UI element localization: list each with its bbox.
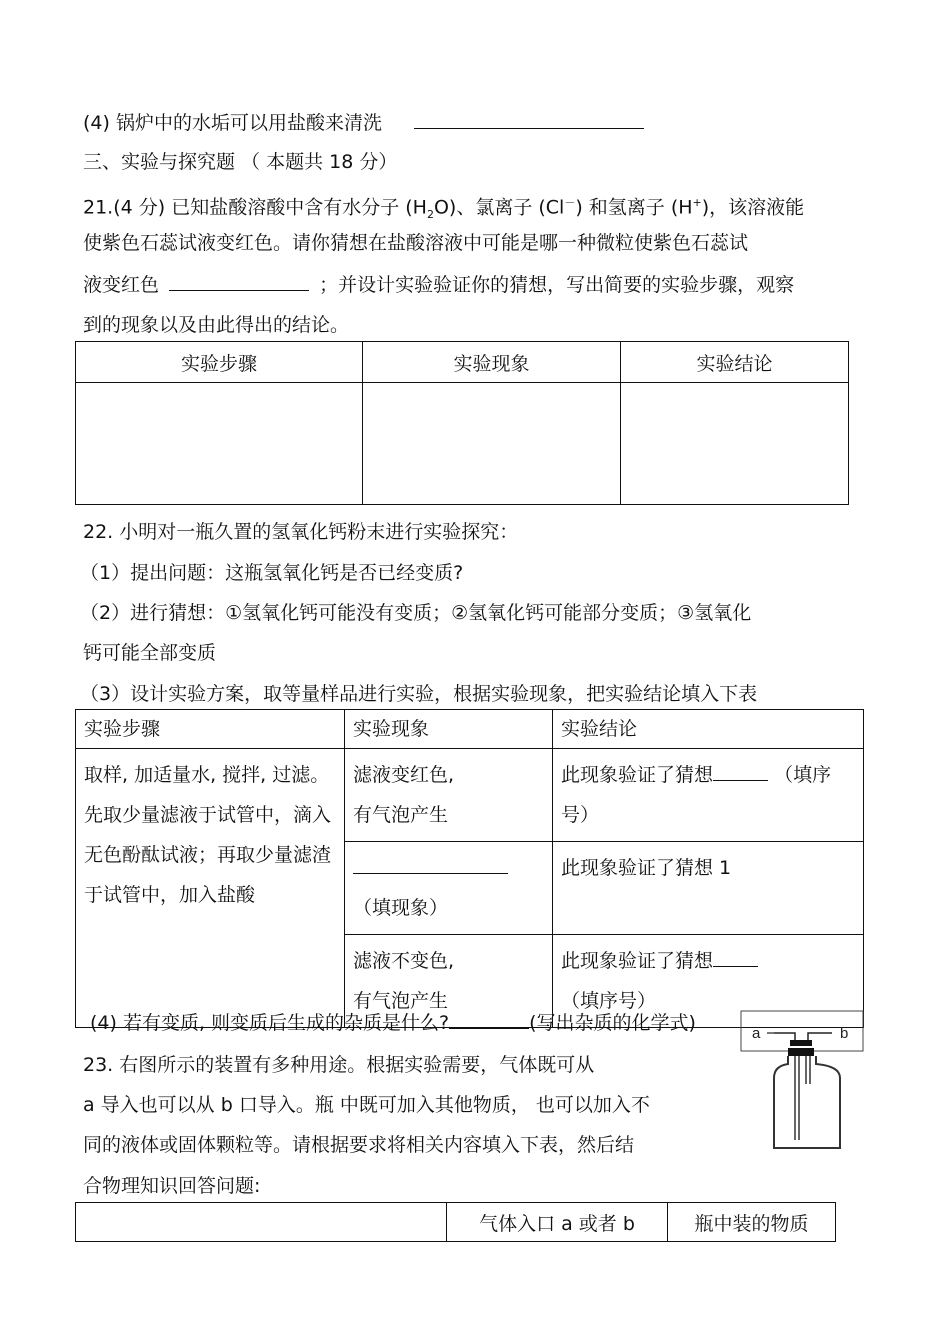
section3-title: 三、实验与探究题 （ 本题共 18 分） [83, 151, 398, 173]
q22-p2a: （2）进行猜想：①氢氧化钙可能没有变质；②氢氧化钙可能部分变质；③氢氧化 [80, 602, 752, 624]
q23-l4: 合物理知识回答问题: [83, 1175, 261, 1197]
q22-p4 [90, 1010, 696, 1035]
q22-row1-phenomenon [345, 749, 553, 842]
q21-sub-2: 2 [426, 208, 434, 222]
q21-conclusion-cell[interactable] [621, 383, 849, 505]
q22-row1-concl-a: 此现象验证了猜想 [561, 764, 714, 786]
q21-text-c: ) 和氢离子 (H [575, 196, 693, 219]
q21-line3-b: ；并设计实验验证你的猜想，写出简要的实验步骤，观察 [319, 274, 795, 296]
q22-header-conclusion: 实验结论 [553, 710, 864, 749]
q23-table [75, 1202, 836, 1242]
q22-step-line: 于试管中，加入盐酸 [84, 884, 256, 906]
q22-row1-phen2: 有气泡产生 [353, 804, 449, 826]
q21-text-b: O)、氯离子 (Cl [433, 196, 565, 219]
q21-step-cell[interactable] [76, 383, 363, 505]
q21-header-conclusion: 实验结论 [621, 342, 849, 383]
q22-row2-concl-a: 此现象验证了猜想 1 [561, 857, 732, 879]
q22-row3-phen1: 滤液不变色, [353, 950, 455, 972]
q21-guess-blank[interactable] [169, 272, 309, 291]
q21-table [75, 341, 849, 505]
gas-bottle-apparatus [740, 1010, 864, 1152]
q21-line3 [83, 272, 794, 297]
q21-sup-plus: + [692, 196, 702, 209]
q21-phenomenon-cell[interactable] [363, 383, 621, 505]
q22-intro: 22. 小明对一瓶久置的氢氧化钙粉末进行实验探究： [83, 521, 519, 543]
q22-table [75, 709, 864, 1028]
q22-row1-phen1: 滤液变红色, [353, 764, 455, 786]
q22-row1-blank[interactable] [713, 762, 768, 781]
q22-header-phenomenon: 实验现象 [345, 710, 553, 749]
q23-l1: 23. 右图所示的装置有多种用途。根据实验需要，气体既可从 [83, 1054, 595, 1076]
q21-line3-a: 液变红色 [83, 274, 160, 296]
q21-line1 [83, 191, 804, 227]
q20-4-line [83, 110, 644, 135]
q21-text-d: )，该溶液能 [701, 196, 805, 219]
q23-header-substance: 瓶中装的物质 [668, 1203, 836, 1242]
q20-4-text: (4) 锅炉中的水垢可以用盐酸来清洗 [83, 112, 382, 134]
q22-p4-a: (4) 若有变质, 则变质后生成的杂质是什么? [90, 1012, 450, 1034]
q22-row1-conclusion [553, 749, 864, 842]
q22-row3-concl-b: （填序号） [561, 990, 657, 1012]
q22-row2-conclusion [553, 842, 864, 935]
inlet-b-label: b [840, 1025, 849, 1042]
q22-step-line: 无色酚酞试液；再取少量滤渣 [84, 844, 332, 866]
q21-sup-minus: － [564, 196, 576, 209]
q21-header-step: 实验步骤 [76, 342, 363, 383]
q22-p2b: 钙可能全部变质 [83, 642, 217, 664]
q22-header-step: 实验步骤 [76, 710, 345, 749]
q22-row3-phen2: 有气泡产生 [353, 990, 449, 1012]
q22-p4-blank[interactable] [449, 1010, 529, 1029]
q21-text-a: 21.(4 分) 已知盐酸溶酸中含有水分子 (H [83, 196, 427, 219]
q21-line4: 到的现象以及由此得出的结论。 [83, 314, 350, 336]
q21-header-phenomenon: 实验现象 [363, 342, 621, 383]
q21-line2: 使紫色石蕊试液变红色。请你猜想在盐酸溶液中可能是哪一种微粒使紫色石蕊试 [83, 232, 749, 254]
inlet-a-label: a [752, 1025, 761, 1042]
q22-row2-phen2: （填现象） [353, 897, 449, 919]
q22-row1-concl-b: （填序号） [561, 764, 832, 826]
q23-l3: 同的液体或固体颗粒等。请根据要求将相关内容填入下表，然后结 [83, 1134, 635, 1156]
q22-step-line: 先取少量滤液于试管中，滴入 [84, 804, 332, 826]
q23-header-inlet: 气体入口 a 或者 b [447, 1203, 668, 1242]
q23-l2: a 导入也可以从 b 口导入。瓶 中既可加入其他物质， 也可以加入不 [83, 1094, 650, 1116]
q22-p1: （1）提出问题：这瓶氢氧化钙是否已经变质? [80, 562, 464, 584]
q22-p4-b: (写出杂质的化学式) [529, 1012, 696, 1034]
q22-row2-blank[interactable] [353, 855, 508, 874]
q23-header-empty [76, 1203, 447, 1242]
q22-p3: （3）设计实验方案，取等量样品进行实验，根据实验现象，把实验结论填入下表 [80, 683, 758, 705]
q22-row2-phenomenon [345, 842, 553, 935]
q22-step-line: 取样, 加适量水, 搅拌, 过滤。 [84, 764, 330, 786]
q22-row3-blank[interactable] [713, 948, 758, 967]
q20-4-answer-blank[interactable] [414, 110, 644, 129]
q22-steps-cell [76, 749, 345, 1028]
q22-row3-concl-a: 此现象验证了猜想 [561, 950, 714, 972]
